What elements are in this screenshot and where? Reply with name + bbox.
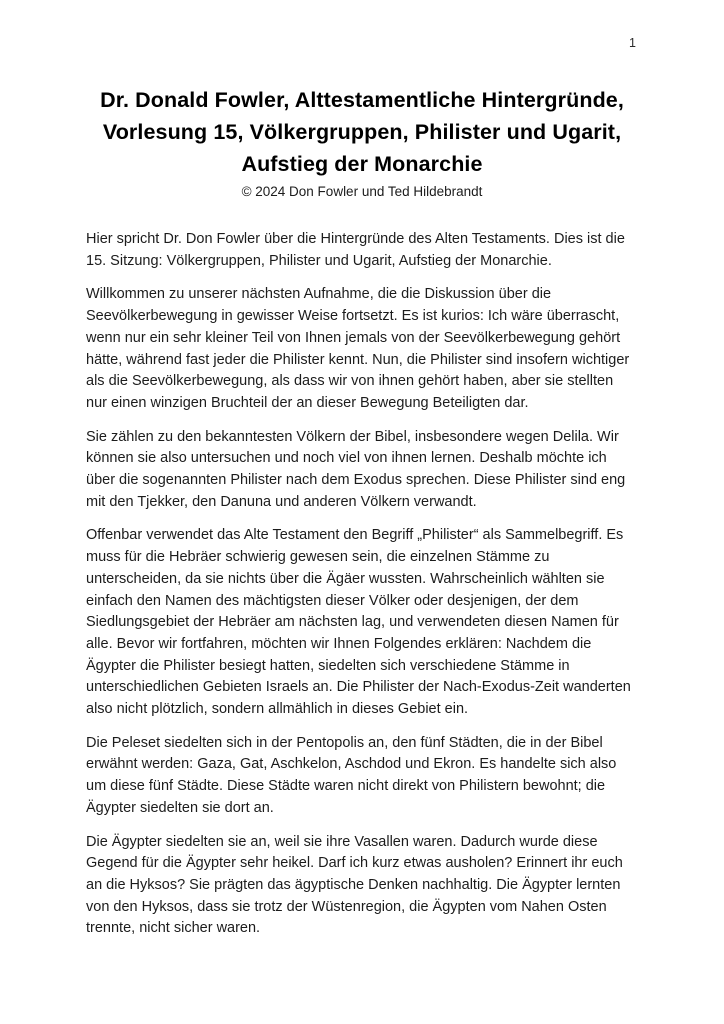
paragraph-bekannteste-voelker: Sie zählen zu den bekanntesten Völkern der Bibel, insbesondere wegen Delila. Wir können sie also untersuchen und noch viel von ihnen lernen. Deshalb möchte ich über die sogenannten Philister nach dem Exodus sprechen. Diese Philister sind eng mit den Tjekker, den Danuna und anderen Völkern verwandt. <box>86 428 626 510</box>
paragraph-vasallen-hyksos: Die Ägypter siedelten sie an, weil sie ihre Vasallen waren. Dadurch wurde diese Gegend für die Ägypter sehr heikel. Darf ich kurz etwas ausholen? Erinnert ihr euch an die Hyksos? Sie prägten das ägyptische Denken nachhaltig. Die Ägypter lernten von den Hyksos, dass sie trotz der Wüstenregion, die Ägypten vom Nahen Osten trennte, nicht sicher waren. <box>86 833 623 937</box>
paragraph-sammelbegriff: Offenbar verwendet das Alte Testament den Begriff „Philister“ als Sammelbegriff. Es muss für die Hebräer schwierig gewesen sein, die einzelnen Stämme zu unterscheiden, da sie nichts über die Ägäer wussten. Wahrscheinlich wählten sie einfach den Namen des mächtigsten dieser Völker oder desjenigen, der dem Siedlungsgebiet der Hebräer am nächsten lag, und verwendeten diesen Namen für alle. Bevor wir fortfahren, möchten wir Ihnen Folgendes erklären: Nachdem die Ägypter die Philister besiegt hatten, siedelten sich verschiedene Stämme in unterschiedlichen Gebieten Israels an. Die Philister der Nach-Exodus-Zeit wanderten also nicht plötzlich, sondern allmählich in dieses Gebiet ein. <box>86 527 631 718</box>
document-title <box>86 84 638 180</box>
title-line-1: Dr. Donald Fowler, Alttestamentliche Hintergründe, <box>100 88 624 112</box>
title-line-3: Aufstieg der Monarchie <box>241 152 483 176</box>
title-line-2: Vorlesung 15, Völkergruppen, Philister und Ugarit, <box>102 120 622 144</box>
paragraph-intro: Hier spricht Dr. Don Fowler über die Hintergründe des Alten Testaments. Dies ist die 15. Sitzung: Völkergruppen, Philister und Ugarit, Aufstieg der Monarchie. <box>86 231 625 269</box>
transcript-body <box>86 229 638 940</box>
paragraph-pentopolis: Die Peleset siedelten sich in der Pentopolis an, den fünf Städten, die in der Bibel erwähnt werden: Gaza, Gat, Aschkelon, Aschdod und Ekron. Es handelte sich also um diese fünf Städte. Diese Städte waren nicht direkt von Philistern bewohnt; die Ägypter siedelten sie dort an. <box>86 734 617 816</box>
page-number: 1 <box>629 36 636 50</box>
copyright-line: © 2024 Don Fowler und Ted Hildebrandt <box>241 184 483 199</box>
paragraph-seevoelker: Willkommen zu unserer nächsten Aufnahme, die die Diskussion über die Seevölkerbewegung in gewisser Weise fortsetzt. Es ist kurios: Ich wäre überrascht, wenn nur ein sehr kleiner Teil von Ihnen jemals von der Seevölkerbewegung gehört hätte, während fast jeder die Philister kennt. Nun, die Philister sind insofern wichtiger als die Seevölkerbewegung, als dass wir von ihnen gehört haben, aber sie stellten nur einen winzigen Bruchteil der an dieser Bewegung Beteiligten dar. <box>86 286 630 411</box>
